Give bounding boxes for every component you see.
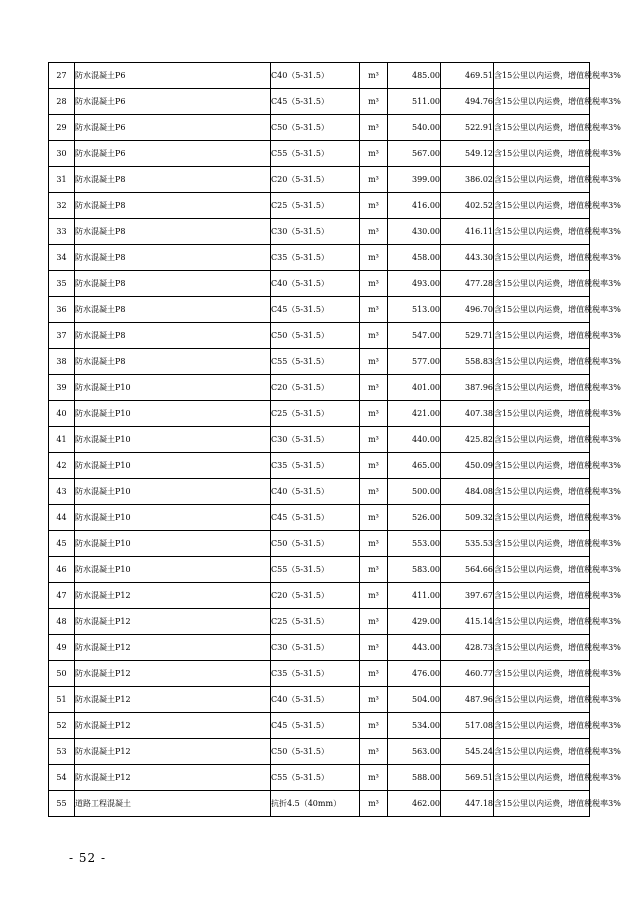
price-without-tax-cell: 496.70	[441, 297, 494, 323]
material-name-cell: 防水混凝土P10	[75, 453, 271, 479]
price-with-tax-cell: 553.00	[388, 531, 441, 557]
remarks-cell: 含15公里以内运费，增值税税率3%	[494, 453, 590, 479]
price-without-tax-cell: 447.18	[441, 791, 494, 817]
table-row	[49, 531, 590, 557]
table-row	[49, 245, 590, 271]
row-number-cell: 30	[49, 141, 75, 167]
table-row	[49, 167, 590, 193]
specification-cell: C35（5-31.5）	[271, 453, 360, 479]
specification-cell: C35（5-31.5）	[271, 661, 360, 687]
unit-cell: m³	[360, 531, 388, 557]
price-with-tax-cell: 462.00	[388, 791, 441, 817]
specification-cell: C30（5-31.5）	[271, 635, 360, 661]
specification-cell: C30（5-31.5）	[271, 219, 360, 245]
remarks-cell: 含15公里以内运费，增值税税率3%	[494, 167, 590, 193]
specification-cell: C40（5-31.5）	[271, 63, 360, 89]
table-row	[49, 375, 590, 401]
material-name-cell: 防水混凝土P10	[75, 375, 271, 401]
price-with-tax-cell: 583.00	[388, 557, 441, 583]
table-row	[49, 583, 590, 609]
specification-cell: C50（5-31.5）	[271, 739, 360, 765]
row-number-cell: 44	[49, 505, 75, 531]
price-without-tax-cell: 477.28	[441, 271, 494, 297]
price-with-tax-cell: 476.00	[388, 661, 441, 687]
specification-cell: C55（5-31.5）	[271, 557, 360, 583]
price-without-tax-cell: 494.76	[441, 89, 494, 115]
specification-cell: C45（5-31.5）	[271, 713, 360, 739]
row-number-cell: 41	[49, 427, 75, 453]
table-row	[49, 141, 590, 167]
remarks-cell: 含15公里以内运费，增值税税率3%	[494, 115, 590, 141]
price-with-tax-cell: 411.00	[388, 583, 441, 609]
remarks-cell: 含15公里以内运费，增值税税率3%	[494, 245, 590, 271]
unit-cell: m³	[360, 453, 388, 479]
specification-cell: C40（5-31.5）	[271, 271, 360, 297]
row-number-cell: 38	[49, 349, 75, 375]
price-with-tax-cell: 401.00	[388, 375, 441, 401]
material-name-cell: 防水混凝土P12	[75, 583, 271, 609]
price-with-tax-cell: 588.00	[388, 765, 441, 791]
specification-cell: C30（5-31.5）	[271, 427, 360, 453]
remarks-cell: 含15公里以内运费，增值税税率3%	[494, 427, 590, 453]
row-number-cell: 54	[49, 765, 75, 791]
remarks-cell: 含15公里以内运费，增值税税率3%	[494, 375, 590, 401]
price-with-tax-cell: 399.00	[388, 167, 441, 193]
unit-cell: m³	[360, 167, 388, 193]
material-name-cell: 防水混凝土P8	[75, 297, 271, 323]
material-name-cell: 防水混凝土P10	[75, 531, 271, 557]
table-row	[49, 297, 590, 323]
row-number-cell: 27	[49, 63, 75, 89]
remarks-cell: 含15公里以内运费，增值税税率3%	[494, 635, 590, 661]
table-row	[49, 505, 590, 531]
price-with-tax-cell: 547.00	[388, 323, 441, 349]
table-row	[49, 635, 590, 661]
unit-cell: m³	[360, 271, 388, 297]
price-table	[48, 62, 621, 817]
material-name-cell: 防水混凝土P8	[75, 271, 271, 297]
table-row	[49, 193, 590, 219]
specification-cell: C25（5-31.5）	[271, 193, 360, 219]
price-with-tax-cell: 526.00	[388, 505, 441, 531]
price-with-tax-cell: 534.00	[388, 713, 441, 739]
remarks-cell: 含15公里以内运费，增值税税率3%	[494, 323, 590, 349]
specification-cell: C20（5-31.5）	[271, 375, 360, 401]
unit-cell: m³	[360, 63, 388, 89]
remarks-cell: 含15公里以内运费，增值税税率3%	[494, 219, 590, 245]
material-name-cell: 防水混凝土P6	[75, 115, 271, 141]
material-name-cell: 防水混凝土P6	[75, 141, 271, 167]
unit-cell: m³	[360, 401, 388, 427]
unit-cell: m³	[360, 583, 388, 609]
specification-cell: C45（5-31.5）	[271, 89, 360, 115]
price-with-tax-cell: 493.00	[388, 271, 441, 297]
material-name-cell: 防水混凝土P12	[75, 661, 271, 687]
material-name-cell: 防水混凝土P12	[75, 635, 271, 661]
remarks-cell: 含15公里以内运费，增值税税率3%	[494, 765, 590, 791]
row-number-cell: 55	[49, 791, 75, 817]
row-number-cell: 32	[49, 193, 75, 219]
price-without-tax-cell: 450.09	[441, 453, 494, 479]
table-row	[49, 63, 590, 89]
table-row	[49, 271, 590, 297]
specification-cell: 抗折4.5（40mm）	[271, 791, 360, 817]
price-without-tax-cell: 443.30	[441, 245, 494, 271]
remarks-cell: 含15公里以内运费，增值税税率3%	[494, 661, 590, 687]
price-with-tax-cell: 513.00	[388, 297, 441, 323]
remarks-cell: 含15公里以内运费，增值税税率3%	[494, 63, 590, 89]
specification-cell: C20（5-31.5）	[271, 167, 360, 193]
table-row	[49, 349, 590, 375]
remarks-cell: 含15公里以内运费，增值税税率3%	[494, 713, 590, 739]
material-name-cell: 防水混凝土P8	[75, 193, 271, 219]
material-name-cell: 防水混凝土P12	[75, 609, 271, 635]
price-without-tax-cell: 415.14	[441, 609, 494, 635]
material-name-cell: 防水混凝土P10	[75, 427, 271, 453]
specification-cell: C45（5-31.5）	[271, 505, 360, 531]
row-number-cell: 51	[49, 687, 75, 713]
price-with-tax-cell: 500.00	[388, 479, 441, 505]
specification-cell: C40（5-31.5）	[271, 687, 360, 713]
price-without-tax-cell: 558.83	[441, 349, 494, 375]
material-name-cell: 防水混凝土P12	[75, 765, 271, 791]
row-number-cell: 49	[49, 635, 75, 661]
specification-cell: C55（5-31.5）	[271, 765, 360, 791]
price-without-tax-cell: 517.08	[441, 713, 494, 739]
unit-cell: m³	[360, 739, 388, 765]
unit-cell: m³	[360, 219, 388, 245]
remarks-cell: 含15公里以内运费，增值税税率3%	[494, 193, 590, 219]
table-row	[49, 739, 590, 765]
table-row	[49, 479, 590, 505]
specification-cell: C50（5-31.5）	[271, 115, 360, 141]
row-number-cell: 34	[49, 245, 75, 271]
specification-cell: C40（5-31.5）	[271, 479, 360, 505]
price-with-tax-cell: 430.00	[388, 219, 441, 245]
remarks-cell: 含15公里以内运费，增值税税率3%	[494, 89, 590, 115]
specification-cell: C55（5-31.5）	[271, 141, 360, 167]
remarks-cell: 含15公里以内运费，增值税税率3%	[494, 141, 590, 167]
unit-cell: m³	[360, 687, 388, 713]
price-without-tax-cell: 387.96	[441, 375, 494, 401]
price-with-tax-cell: 567.00	[388, 141, 441, 167]
price-without-tax-cell: 545.24	[441, 739, 494, 765]
table-row	[49, 557, 590, 583]
table-row	[49, 453, 590, 479]
price-without-tax-cell: 407.38	[441, 401, 494, 427]
row-number-cell: 45	[49, 531, 75, 557]
material-name-cell: 防水混凝土P8	[75, 167, 271, 193]
price-without-tax-cell: 529.71	[441, 323, 494, 349]
row-number-cell: 33	[49, 219, 75, 245]
price-without-tax-cell: 569.51	[441, 765, 494, 791]
remarks-cell: 含15公里以内运费，增值税税率3%	[494, 609, 590, 635]
price-without-tax-cell: 386.02	[441, 167, 494, 193]
row-number-cell: 39	[49, 375, 75, 401]
row-number-cell: 29	[49, 115, 75, 141]
row-number-cell: 40	[49, 401, 75, 427]
table-row	[49, 219, 590, 245]
remarks-cell: 含15公里以内运费，增值税税率3%	[494, 479, 590, 505]
specification-cell: C25（5-31.5）	[271, 401, 360, 427]
remarks-cell: 含15公里以内运费，增值税税率3%	[494, 531, 590, 557]
price-with-tax-cell: 511.00	[388, 89, 441, 115]
unit-cell: m³	[360, 245, 388, 271]
price-without-tax-cell: 522.91	[441, 115, 494, 141]
price-without-tax-cell: 460.77	[441, 661, 494, 687]
material-name-cell: 防水混凝土P8	[75, 323, 271, 349]
row-number-cell: 36	[49, 297, 75, 323]
price-with-tax-cell: 540.00	[388, 115, 441, 141]
unit-cell: m³	[360, 349, 388, 375]
table-body	[49, 63, 621, 817]
row-number-cell: 46	[49, 557, 75, 583]
row-number-cell: 31	[49, 167, 75, 193]
table-row	[49, 687, 590, 713]
material-name-cell: 防水混凝土P10	[75, 505, 271, 531]
price-without-tax-cell: 428.73	[441, 635, 494, 661]
remarks-cell: 含15公里以内运费，增值税税率3%	[494, 349, 590, 375]
price-with-tax-cell: 465.00	[388, 453, 441, 479]
unit-cell: m³	[360, 193, 388, 219]
material-name-cell: 防水混凝土P8	[75, 245, 271, 271]
material-name-cell: 防水混凝土P12	[75, 687, 271, 713]
remarks-cell: 含15公里以内运费，增值税税率3%	[494, 583, 590, 609]
page-number: - 52 -	[69, 851, 107, 865]
price-without-tax-cell: 397.67	[441, 583, 494, 609]
table-row	[49, 89, 590, 115]
material-name-cell: 道路工程混凝土	[75, 791, 271, 817]
unit-cell: m³	[360, 791, 388, 817]
table-row	[49, 609, 590, 635]
unit-cell: m³	[360, 479, 388, 505]
price-without-tax-cell: 425.82	[441, 427, 494, 453]
table-row	[49, 791, 590, 817]
row-number-cell: 42	[49, 453, 75, 479]
unit-cell: m³	[360, 115, 388, 141]
price-with-tax-cell: 577.00	[388, 349, 441, 375]
specification-cell: C55（5-31.5）	[271, 349, 360, 375]
remarks-cell: 含15公里以内运费，增值税税率3%	[494, 401, 590, 427]
row-number-cell: 28	[49, 89, 75, 115]
row-number-cell: 37	[49, 323, 75, 349]
material-name-cell: 防水混凝土P12	[75, 713, 271, 739]
row-number-cell: 43	[49, 479, 75, 505]
material-name-cell: 防水混凝土P12	[75, 739, 271, 765]
table-row	[49, 765, 590, 791]
unit-cell: m³	[360, 661, 388, 687]
price-with-tax-cell: 416.00	[388, 193, 441, 219]
material-name-cell: 防水混凝土P10	[75, 557, 271, 583]
specification-cell: C50（5-31.5）	[271, 531, 360, 557]
price-with-tax-cell: 421.00	[388, 401, 441, 427]
row-number-cell: 52	[49, 713, 75, 739]
remarks-cell: 含15公里以内运费，增值税税率3%	[494, 557, 590, 583]
remarks-cell: 含15公里以内运费，增值税税率3%	[494, 791, 590, 817]
row-number-cell: 50	[49, 661, 75, 687]
unit-cell: m³	[360, 375, 388, 401]
table-row	[49, 427, 590, 453]
specification-cell: C25（5-31.5）	[271, 609, 360, 635]
remarks-cell: 含15公里以内运费，增值税税率3%	[494, 271, 590, 297]
table-row	[49, 323, 590, 349]
price-without-tax-cell: 469.51	[441, 63, 494, 89]
row-number-cell: 53	[49, 739, 75, 765]
specification-cell: C20（5-31.5）	[271, 583, 360, 609]
price-with-tax-cell: 440.00	[388, 427, 441, 453]
unit-cell: m³	[360, 89, 388, 115]
price-without-tax-cell: 549.12	[441, 141, 494, 167]
material-name-cell: 防水混凝土P10	[75, 401, 271, 427]
remarks-cell: 含15公里以内运费，增值税税率3%	[494, 687, 590, 713]
price-without-tax-cell: 535.53	[441, 531, 494, 557]
price-with-tax-cell: 443.00	[388, 635, 441, 661]
material-name-cell: 防水混凝土P8	[75, 349, 271, 375]
table-row	[49, 115, 590, 141]
remarks-cell: 含15公里以内运费，增值税税率3%	[494, 297, 590, 323]
price-without-tax-cell: 416.11	[441, 219, 494, 245]
specification-cell: C50（5-31.5）	[271, 323, 360, 349]
unit-cell: m³	[360, 505, 388, 531]
table-row	[49, 661, 590, 687]
unit-cell: m³	[360, 323, 388, 349]
unit-cell: m³	[360, 609, 388, 635]
price-with-tax-cell: 458.00	[388, 245, 441, 271]
material-name-cell: 防水混凝土P6	[75, 89, 271, 115]
unit-cell: m³	[360, 427, 388, 453]
price-without-tax-cell: 509.32	[441, 505, 494, 531]
row-number-cell: 47	[49, 583, 75, 609]
specification-cell: C35（5-31.5）	[271, 245, 360, 271]
unit-cell: m³	[360, 557, 388, 583]
unit-cell: m³	[360, 765, 388, 791]
price-with-tax-cell: 485.00	[388, 63, 441, 89]
material-name-cell: 防水混凝土P6	[75, 63, 271, 89]
material-name-cell: 防水混凝土P10	[75, 479, 271, 505]
remarks-cell: 含15公里以内运费，增值税税率3%	[494, 505, 590, 531]
specification-cell: C45（5-31.5）	[271, 297, 360, 323]
row-number-cell: 35	[49, 271, 75, 297]
price-without-tax-cell: 564.66	[441, 557, 494, 583]
price-without-tax-cell: 484.08	[441, 479, 494, 505]
table-row	[49, 401, 590, 427]
material-name-cell: 防水混凝土P8	[75, 219, 271, 245]
price-with-tax-cell: 429.00	[388, 609, 441, 635]
unit-cell: m³	[360, 713, 388, 739]
price-with-tax-cell: 563.00	[388, 739, 441, 765]
price-without-tax-cell: 402.52	[441, 193, 494, 219]
remarks-cell: 含15公里以内运费，增值税税率3%	[494, 739, 590, 765]
unit-cell: m³	[360, 297, 388, 323]
unit-cell: m³	[360, 141, 388, 167]
table-row	[49, 713, 590, 739]
price-with-tax-cell: 504.00	[388, 687, 441, 713]
row-number-cell: 48	[49, 609, 75, 635]
price-without-tax-cell: 487.96	[441, 687, 494, 713]
unit-cell: m³	[360, 635, 388, 661]
